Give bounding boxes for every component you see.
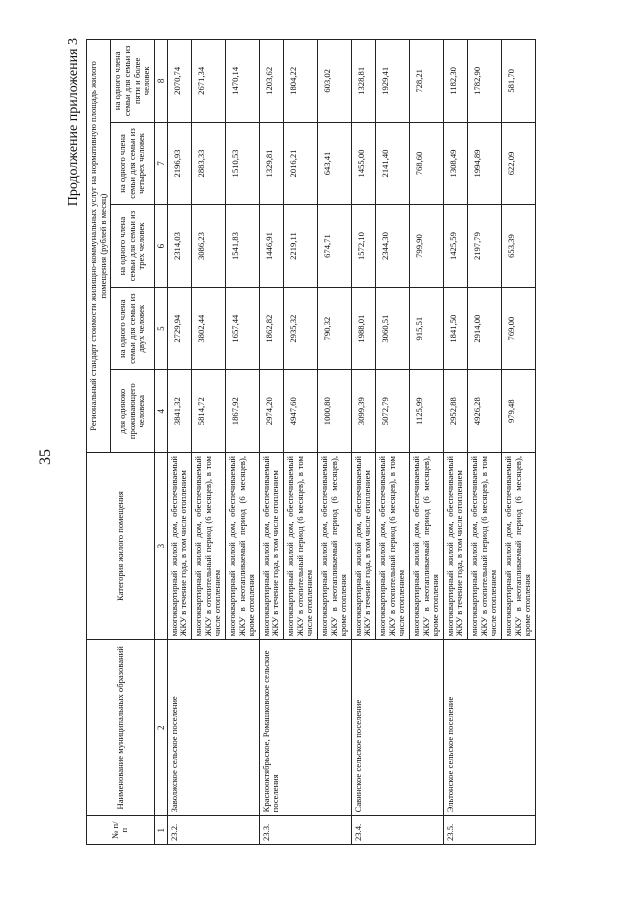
standard-value: 2914,00	[468, 287, 502, 370]
standard-value: 2219,11	[284, 205, 318, 288]
standard-value: 1455,00	[351, 122, 375, 205]
header-standard-group: Региональный стандарт стоимости жилищно-коммунальных услуг на нормативную площадь жилого помещения (рублей в месяц)	[87, 40, 111, 453]
standard-value: 3099,39	[351, 370, 375, 453]
standard-value: 622,09	[501, 122, 535, 205]
table-body	[167, 40, 535, 845]
table-row	[443, 40, 467, 845]
standard-value: 5072,79	[376, 370, 410, 453]
housing-category: многоквартирный жилой дом, обеспечиваемый ЖКУ в отопительный период (6 месяцев), в том числе отоплением	[376, 453, 410, 640]
standard-value: 1862,82	[259, 287, 283, 370]
housing-category: многоквартирный жилой дом, обеспечиваемый ЖКУ в течение года, в том числе отоплением	[167, 453, 191, 640]
header-single: для одиноко проживающего человека	[111, 370, 155, 453]
standard-value: 1988,01	[351, 287, 375, 370]
col-index: 1	[154, 816, 167, 845]
standard-value: 1804,22	[284, 40, 318, 123]
col-index: 6	[154, 205, 167, 288]
standard-value: 3086,23	[192, 205, 226, 288]
column-index-row	[154, 40, 167, 845]
standard-value: 643,41	[317, 122, 351, 205]
standard-value: 799,90	[409, 205, 443, 288]
standard-value: 2952,88	[443, 370, 467, 453]
header-category: Категория жилого помещения	[87, 453, 155, 640]
housing-category: многоквартирный жилой дом, обеспечиваемый ЖКУ в течение года, в том числе отоплением	[259, 453, 283, 640]
standard-value: 2344,30	[376, 205, 410, 288]
standard-value: 1994,89	[468, 122, 502, 205]
standard-value: 603,02	[317, 40, 351, 123]
col-index: 8	[154, 40, 167, 123]
standard-value: 5814,72	[192, 370, 226, 453]
housing-category: многоквартирный жилой дом, обеспечиваемый ЖКУ в течение года, в том числе отоплением	[351, 453, 375, 640]
standard-value: 4947,60	[284, 370, 318, 453]
standard-value: 2070,74	[167, 40, 191, 123]
row-number: 23.4.	[351, 816, 443, 845]
standard-value: 1867,92	[225, 370, 259, 453]
housing-category: многоквартирный жилой дом, обеспечиваемый ЖКУ в неотапливаемый период (6 месяцев), кроме отопления	[317, 453, 351, 640]
standard-value: 768,60	[409, 122, 443, 205]
standard-value: 2935,32	[284, 287, 318, 370]
header-name: Наименование муниципальных образований	[87, 640, 155, 816]
standard-value: 1470,14	[225, 40, 259, 123]
standard-value: 2974,20	[259, 370, 283, 453]
col-index: 4	[154, 370, 167, 453]
standard-value: 2196,93	[167, 122, 191, 205]
standard-value: 674,71	[317, 205, 351, 288]
standard-value: 1125,99	[409, 370, 443, 453]
standard-value: 3060,51	[376, 287, 410, 370]
standard-value: 3841,32	[167, 370, 191, 453]
standard-value: 728,21	[409, 40, 443, 123]
col-index: 3	[154, 453, 167, 640]
municipality-name: Заволжское сельское поселение	[167, 640, 259, 816]
standard-value: 1000,80	[317, 370, 351, 453]
standard-value: 1328,81	[351, 40, 375, 123]
standard-value: 653,39	[501, 205, 535, 288]
standard-value: 4926,28	[468, 370, 502, 453]
standard-value: 3802,44	[192, 287, 226, 370]
standard-value: 1510,53	[225, 122, 259, 205]
standard-value: 1841,50	[443, 287, 467, 370]
standard-value: 2016,21	[284, 122, 318, 205]
standard-value: 769,00	[501, 287, 535, 370]
standard-value: 1446,91	[259, 205, 283, 288]
header-two: на одного члена семьи для семьи из двух человек	[111, 287, 155, 370]
municipality-name: Эльтонское сельское поселение	[443, 640, 535, 816]
header-no: № п/п	[87, 816, 155, 845]
standard-value: 2671,34	[192, 40, 226, 123]
row-number: 23.2.	[167, 816, 259, 845]
standard-value: 1425,59	[443, 205, 467, 288]
standard-value: 1572,10	[351, 205, 375, 288]
col-index: 7	[154, 122, 167, 205]
standard-value: 1782,90	[468, 40, 502, 123]
standard-value: 979,48	[501, 370, 535, 453]
row-number: 23.3.	[259, 816, 351, 845]
municipality-name: Савинское сельское поселение	[351, 640, 443, 816]
housing-category: многоквартирный жилой дом, обеспечиваемый ЖКУ в отопительный период (6 месяцев), в том числе отоплением	[468, 453, 502, 640]
appendix-caption: Продолжение приложения 3	[66, 38, 81, 207]
standard-value: 1929,41	[376, 40, 410, 123]
table-row	[351, 40, 375, 845]
standard-value: 2729,94	[167, 287, 191, 370]
housing-category: многоквартирный жилой дом, обеспечиваемый ЖКУ в неотапливаемый период (6 месяцев), кроме отопления	[225, 453, 259, 640]
housing-category: многоквартирный жилой дом, обеспечиваемый ЖКУ в отопительный период (6 месяцев), в том числе отоплением	[284, 453, 318, 640]
header-four: на одного члена семьи для семьи из четырех человек	[111, 122, 155, 205]
standard-value: 1541,83	[225, 205, 259, 288]
standard-value: 2141,40	[376, 122, 410, 205]
municipality-name: Краснооктябрьское, Ромашковское сельские поселения	[259, 640, 351, 816]
standard-value: 2314,03	[167, 205, 191, 288]
col-index: 2	[154, 640, 167, 816]
standard-value: 1203,62	[259, 40, 283, 123]
standards-table	[86, 39, 536, 845]
standard-value: 790,32	[317, 287, 351, 370]
header-five: на одного члена семьи для семьи из пяти и более человек	[111, 40, 155, 123]
standard-value: 915,51	[409, 287, 443, 370]
table-row	[259, 40, 283, 845]
standard-value: 1308,49	[443, 122, 467, 205]
col-index: 5	[154, 287, 167, 370]
table-row	[167, 40, 191, 845]
housing-category: многоквартирный жилой дом, обеспечиваемый ЖКУ в течение года, в том числе отоплением	[443, 453, 467, 640]
row-number: 23.5.	[443, 816, 535, 845]
page-number: 35	[37, 449, 54, 465]
standard-value: 2197,79	[468, 205, 502, 288]
standard-value: 1329,81	[259, 122, 283, 205]
housing-category: многоквартирный жилой дом, обеспечиваемый ЖКУ в неотапливаемый период (6 месяцев), кроме отопления	[501, 453, 535, 640]
standard-value: 1182,30	[443, 40, 467, 123]
housing-category: многоквартирный жилой дом, обеспечиваемый ЖКУ в отопительный период (6 месяцев), в том числе отоплением	[192, 453, 226, 640]
housing-category: многоквартирный жилой дом, обеспечиваемый ЖКУ в неотапливаемый период (6 месяцев), кроме отопления	[409, 453, 443, 640]
standard-value: 1657,44	[225, 287, 259, 370]
standard-value: 2883,33	[192, 122, 226, 205]
header-three: на одного члена семьи для семьи из трех человек	[111, 205, 155, 288]
standard-value: 581,70	[501, 40, 535, 123]
